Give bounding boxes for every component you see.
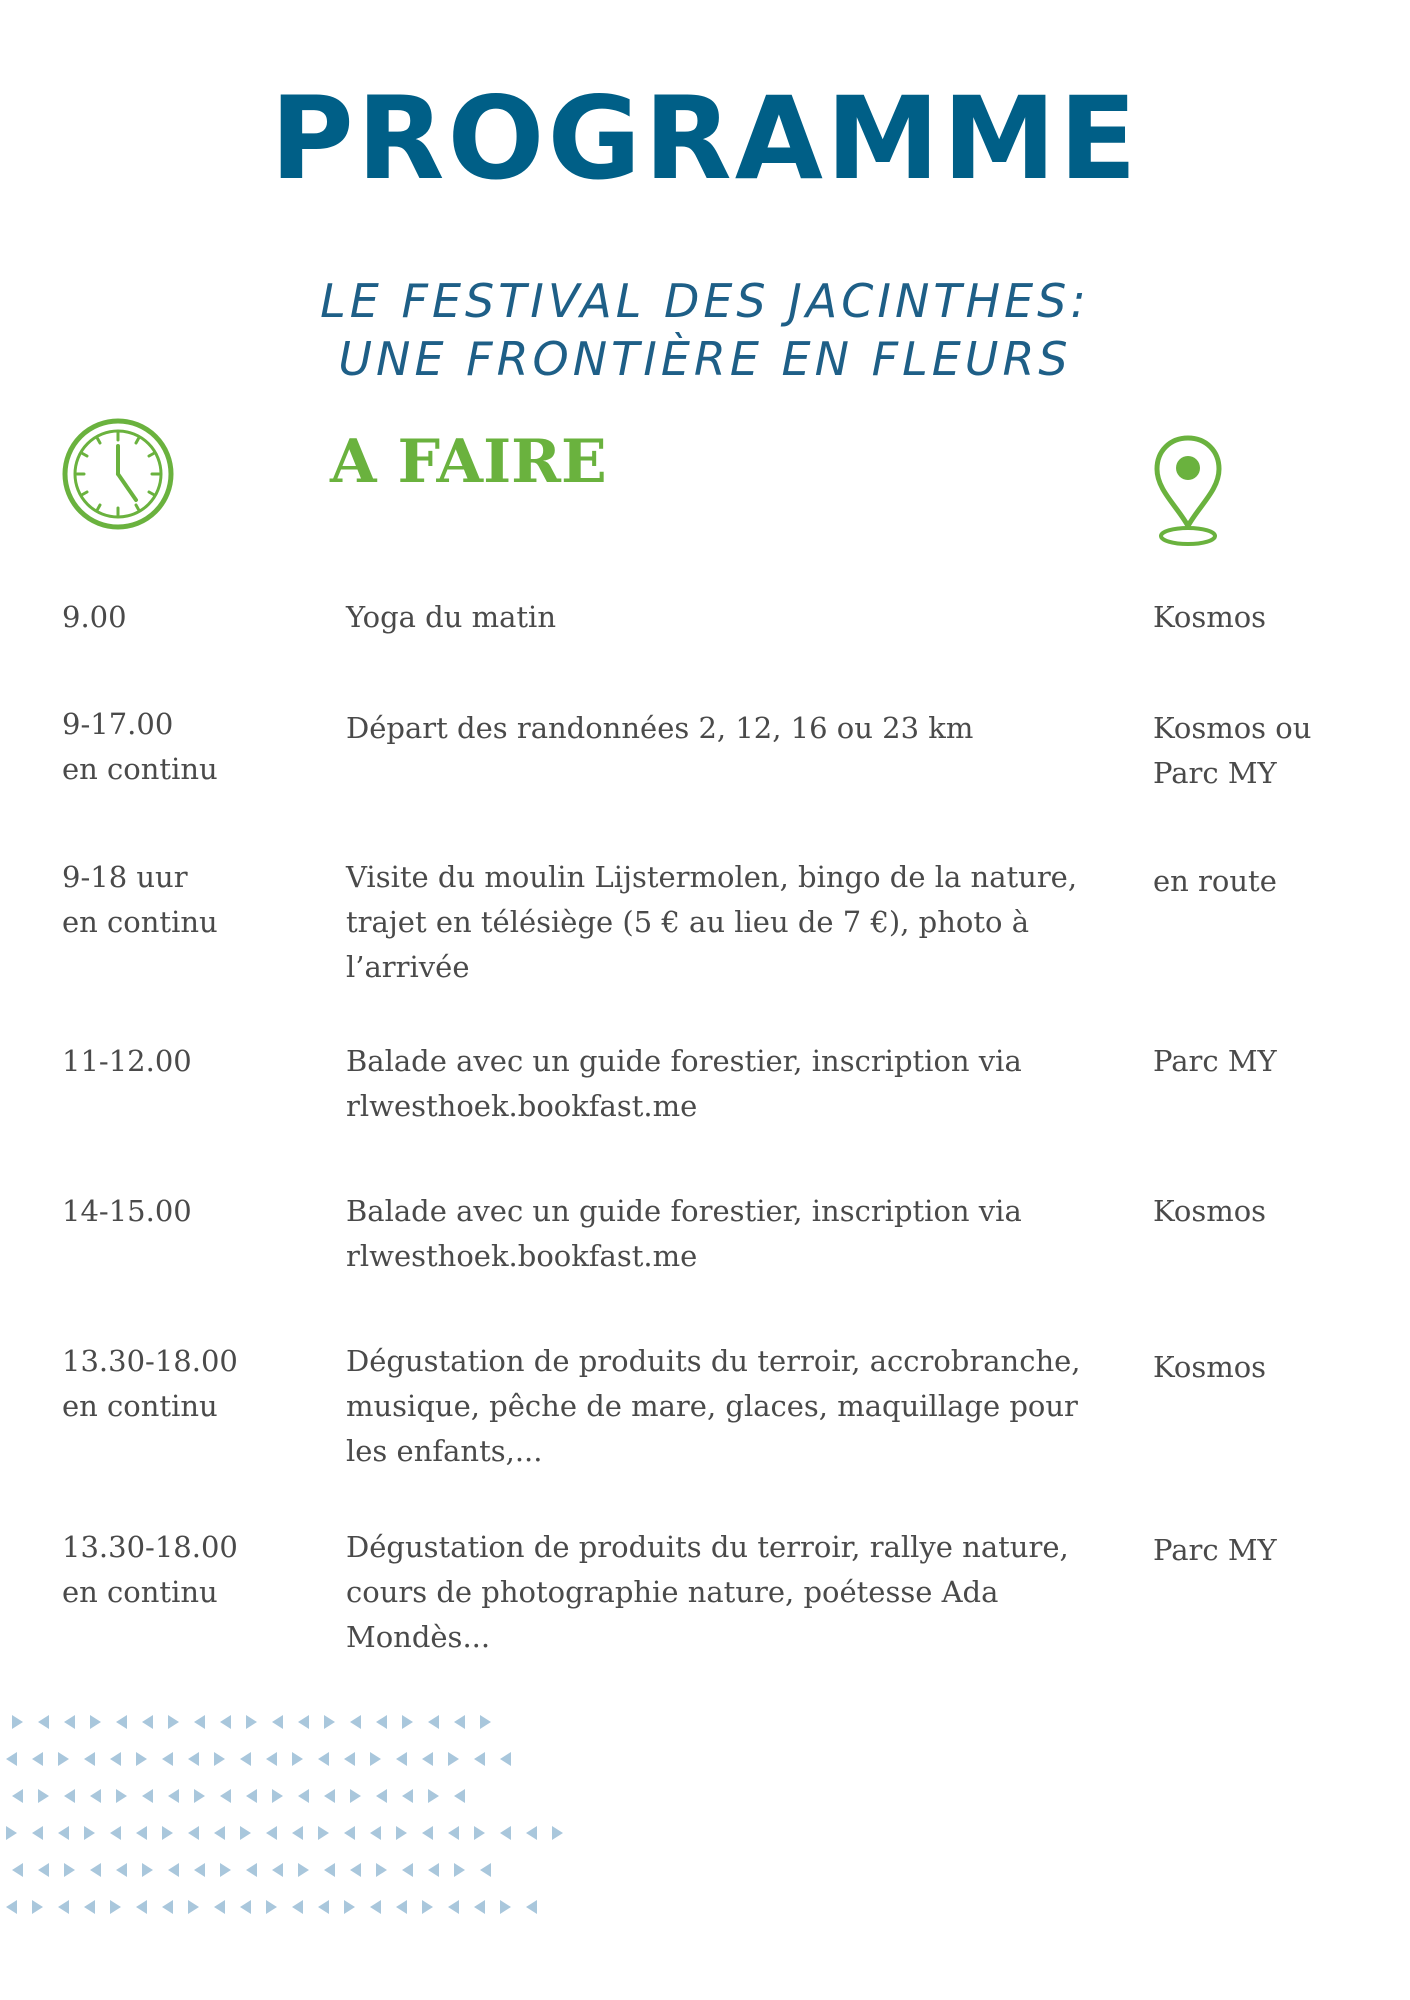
pattern-triangle	[110, 1900, 121, 1914]
pattern-triangle	[38, 1715, 49, 1729]
activity-cell: Yoga du matin	[346, 600, 557, 634]
page-subtitle	[0, 272, 1410, 388]
pattern-triangle	[136, 1826, 147, 1840]
location-cell	[1153, 1345, 1383, 1390]
pattern-triangle	[58, 1752, 69, 1766]
pattern-triangle	[214, 1826, 225, 1840]
pattern-triangle	[110, 1752, 121, 1766]
pattern-triangle	[136, 1752, 147, 1766]
subtitle-line-2: UNE FRONTIÈRE EN FLEURS	[338, 332, 1072, 386]
pattern-triangle	[240, 1752, 251, 1766]
pattern-triangle	[344, 1752, 355, 1766]
pattern-triangle	[480, 1863, 491, 1877]
pattern-triangle	[116, 1715, 127, 1729]
location-cell	[1153, 706, 1383, 796]
pattern-triangle	[168, 1863, 179, 1877]
location-value: Kosmos	[1153, 600, 1267, 634]
location-value: Kosmos	[1153, 1350, 1267, 1384]
activity-cell: Départ des randonnées 2, 12, 16 ou 23 km	[346, 711, 974, 745]
pattern-triangle	[526, 1900, 537, 1914]
location-cell	[1153, 1189, 1383, 1234]
pattern-triangle	[344, 1900, 355, 1914]
pattern-triangle	[324, 1789, 335, 1803]
time-value: 14-15.00	[62, 1194, 192, 1228]
pattern-triangle	[90, 1863, 101, 1877]
pattern-triangle	[246, 1863, 257, 1877]
pattern-triangle	[474, 1826, 485, 1840]
pattern-triangle	[12, 1863, 23, 1877]
pattern-triangle	[90, 1715, 101, 1729]
pattern-triangle	[500, 1826, 511, 1840]
location-value: en route	[1153, 864, 1277, 898]
pattern-triangle	[376, 1789, 387, 1803]
pattern-triangle	[272, 1715, 283, 1729]
pattern-triangle	[428, 1863, 439, 1877]
pattern-triangle	[324, 1715, 335, 1729]
pattern-triangle	[6, 1826, 17, 1840]
time-value: 9.00	[62, 600, 127, 634]
clock-icon	[60, 416, 176, 532]
pattern-triangle	[136, 1900, 147, 1914]
map-pin-icon	[1150, 432, 1226, 550]
decorative-triangle-pattern	[0, 1700, 600, 1920]
pattern-triangle	[428, 1715, 439, 1729]
pattern-triangle	[188, 1826, 199, 1840]
pattern-triangle	[292, 1900, 303, 1914]
pattern-triangle	[246, 1789, 257, 1803]
page-title: PROGRAMME	[270, 72, 1140, 205]
pattern-triangle	[162, 1752, 173, 1766]
pattern-triangle	[370, 1900, 381, 1914]
pattern-triangle	[350, 1715, 361, 1729]
pattern-triangle	[220, 1789, 231, 1803]
pattern-triangle	[194, 1715, 205, 1729]
time-cell	[62, 1339, 322, 1429]
pattern-triangle	[162, 1826, 173, 1840]
pattern-triangle	[272, 1863, 283, 1877]
pattern-triangle	[396, 1826, 407, 1840]
pattern-triangle	[298, 1863, 309, 1877]
pattern-triangle	[448, 1900, 459, 1914]
pattern-triangle	[12, 1715, 23, 1729]
location-cell	[1153, 859, 1383, 904]
time-cell	[62, 702, 322, 792]
pattern-triangle	[370, 1826, 381, 1840]
pattern-triangle	[422, 1752, 433, 1766]
pattern-triangle	[240, 1826, 251, 1840]
pattern-triangle	[266, 1752, 277, 1766]
pattern-triangle	[220, 1715, 231, 1729]
pattern-triangle	[6, 1900, 17, 1914]
pattern-triangle	[142, 1863, 153, 1877]
time-note: en continu	[62, 905, 218, 939]
pattern-triangle	[318, 1752, 329, 1766]
pattern-triangle	[32, 1826, 43, 1840]
time-value: 13.30-18.00	[62, 1344, 238, 1378]
pattern-triangle	[194, 1863, 205, 1877]
pattern-triangle	[454, 1789, 465, 1803]
time-cell	[62, 1525, 322, 1615]
pattern-triangle	[324, 1863, 335, 1877]
pattern-triangle	[38, 1863, 49, 1877]
pattern-triangle	[110, 1826, 121, 1840]
pattern-triangle	[142, 1789, 153, 1803]
pattern-triangle	[350, 1863, 361, 1877]
subtitle-line-1: LE FESTIVAL DES JACINTHES:	[320, 274, 1090, 328]
pattern-triangle	[38, 1789, 49, 1803]
pattern-triangle	[116, 1863, 127, 1877]
pattern-triangle	[318, 1826, 329, 1840]
pattern-triangle	[402, 1789, 413, 1803]
pattern-triangle	[188, 1752, 199, 1766]
pattern-triangle	[32, 1752, 43, 1766]
pattern-triangle	[58, 1826, 69, 1840]
pattern-triangle	[344, 1826, 355, 1840]
time-note: en continu	[62, 752, 218, 786]
pattern-triangle	[58, 1900, 69, 1914]
pattern-triangle	[422, 1826, 433, 1840]
location-value: Kosmos ou	[1153, 711, 1312, 745]
activity-cell: Balade avec un guide forestier, inscription via rlwesthoek.bookfast.me	[346, 1044, 1022, 1123]
pattern-triangle	[64, 1863, 75, 1877]
time-cell	[62, 1189, 322, 1234]
pattern-triangle	[266, 1900, 277, 1914]
pattern-triangle	[454, 1863, 465, 1877]
pattern-triangle	[162, 1900, 173, 1914]
pattern-triangle	[292, 1752, 303, 1766]
pattern-triangle	[272, 1789, 283, 1803]
pattern-triangle	[116, 1789, 127, 1803]
time-value: 9-18 uur	[62, 860, 188, 894]
pattern-triangle	[64, 1789, 75, 1803]
pattern-triangle	[402, 1715, 413, 1729]
pattern-triangle	[396, 1752, 407, 1766]
time-value: 11-12.00	[62, 1044, 192, 1078]
pattern-triangle	[142, 1715, 153, 1729]
time-value: 13.30-18.00	[62, 1530, 238, 1564]
time-note: en continu	[62, 1575, 218, 1609]
pattern-triangle	[246, 1715, 257, 1729]
pattern-triangle	[240, 1900, 251, 1914]
location-value: Kosmos	[1153, 1194, 1267, 1228]
pattern-triangle	[396, 1900, 407, 1914]
pattern-triangle	[298, 1715, 309, 1729]
pattern-triangle	[84, 1826, 95, 1840]
location-value-line-2: Parc MY	[1153, 756, 1277, 790]
pattern-triangle	[220, 1863, 231, 1877]
section-heading: A FAIRE	[330, 427, 607, 497]
pattern-triangle	[84, 1752, 95, 1766]
pattern-triangle	[500, 1900, 511, 1914]
pattern-triangle	[480, 1715, 491, 1729]
pattern-triangle	[6, 1752, 17, 1766]
time-cell	[62, 855, 322, 945]
activity-cell: Dégustation de produits du terroir, accrobranche, musique, pêche de mare, glaces, maquillage pour les enfants,...	[346, 1344, 1081, 1468]
pattern-triangle	[32, 1900, 43, 1914]
pattern-triangle	[90, 1789, 101, 1803]
location-value: Parc MY	[1153, 1044, 1277, 1078]
location-value: Parc MY	[1153, 1533, 1277, 1567]
time-value: 9-17.00	[62, 707, 174, 741]
pattern-triangle	[214, 1752, 225, 1766]
pattern-triangle	[84, 1900, 95, 1914]
pattern-triangle	[454, 1715, 465, 1729]
activity-cell: Dégustation de produits du terroir, rallye nature, cours de photographie nature, poétesse Ada Mondès...	[346, 1530, 1069, 1654]
pattern-triangle	[298, 1789, 309, 1803]
pattern-triangle	[428, 1789, 439, 1803]
pattern-triangle	[474, 1752, 485, 1766]
pattern-triangle	[12, 1789, 23, 1803]
activity-cell: Visite du moulin Lijstermolen, bingo de la nature, trajet en télésiège (5 € au lieu de 7 €), photo à l’arrivée	[346, 860, 1078, 984]
location-cell	[1153, 1528, 1383, 1573]
pattern-triangle	[474, 1900, 485, 1914]
pattern-triangle	[292, 1826, 303, 1840]
activity-cell: Balade avec un guide forestier, inscription via rlwesthoek.bookfast.me	[346, 1194, 1022, 1273]
pattern-triangle	[370, 1752, 381, 1766]
pattern-triangle	[448, 1826, 459, 1840]
location-cell	[1153, 1039, 1383, 1084]
pattern-triangle	[526, 1826, 537, 1840]
pattern-triangle	[376, 1863, 387, 1877]
time-note: en continu	[62, 1389, 218, 1423]
pattern-triangle	[552, 1826, 563, 1840]
pattern-triangle	[350, 1789, 361, 1803]
pattern-triangle	[376, 1715, 387, 1729]
pattern-triangle	[266, 1826, 277, 1840]
pattern-triangle	[448, 1752, 459, 1766]
time-cell	[62, 595, 322, 640]
location-cell	[1153, 595, 1383, 640]
pattern-triangle	[500, 1752, 511, 1766]
pattern-triangle	[194, 1789, 205, 1803]
pattern-triangle	[318, 1900, 329, 1914]
time-cell	[62, 1039, 322, 1084]
pattern-triangle	[214, 1900, 225, 1914]
pattern-triangle	[168, 1715, 179, 1729]
pattern-triangle	[188, 1900, 199, 1914]
pattern-triangle	[422, 1900, 433, 1914]
pattern-triangle	[402, 1863, 413, 1877]
pattern-triangle	[64, 1715, 75, 1729]
pattern-triangle	[168, 1789, 179, 1803]
